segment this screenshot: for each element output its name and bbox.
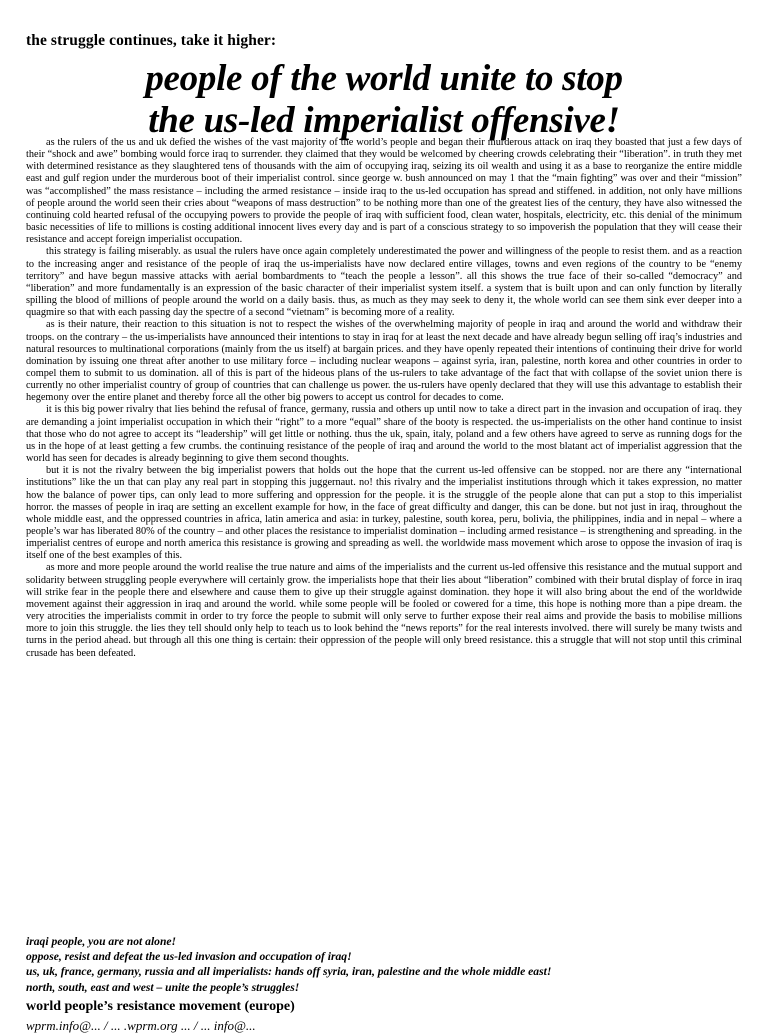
slogan-1: iraqi people, you are not alone! (26, 935, 177, 948)
paragraph-1: as the rulers of the us and uk defied the wishes of the vast majority of the world’s people and began their murderous attack on iraq they boasted that just a few days of their “shock and awe” bombing would force iraq to surrender. they claimed that they would be welcomed by cheering crowds celebrating their “liberation”. in truth they met with determined resistance as they slaughtered tens of thousands with the aim of occupying iraq, seizing its oil wealth and using it as a base to reorganize the entire middle east and gulf region under the murderous boot of their imperialist control. since george w. bush announced on may 1 that the “main fighting” was over and their “mission” was “accomplished” the mass resistance – including the armed resistance – inside iraq to the us-led occupation has spread and stiffened. in addition, not only have millions of people around the world seen their cries about “weapons of mass destruction” to be nothing more than one of the greatest lies of the century, they have also witnessed the continuing cold hearted refusal of the occupying powers to provide the people of iraq with sufficient food, clean water, hospitals, electricity, etc. this denial of the minimum basic necessities of life to millions is costing additional innocent lives every day and is part of a conscious strategy to so impoverish the population that they will cease their resistance and accept foreign imperialist occupation. (26, 137, 742, 246)
contact-line-cut-off: wprm.info@... / ... .wprm.org ... / ... info@... (26, 1018, 256, 1033)
signature: world people’s resistance movement (europe) (26, 999, 295, 1014)
article-body (26, 137, 742, 660)
slogan-4: north, south, east and west – unite the people’s struggles! (26, 980, 300, 994)
headline (0, 58, 768, 142)
paragraph-6: as more and more people around the world realise the true nature and aims of the imperialists and the current us-led offensive this resistance and the mutual support and solidarity between struggling people everywhere will certainly grow. the imperialists hope that their lies about “liberation” combined with their brutal display of force in iraq will strike fear in the people there and elsewhere and cause them to give up their struggle against domination. they hope it will also bring about the end of the worldwide movement against their aggression in iraq and around the world. while some people will be fooled or cowered for a time, this hope is nothing more than a pipe dream. the very atrocities the imperialists commit in order to try force the people to submit will only serve to further expose their real aims and provide the basis to mobilise millions more to join this struggle. the lies they tell should only help to teach us to look behind the “news reports” for the real interests involved. there will surely be many twists and turns in the period ahead. but through all this one thing is certain: their oppression of the people will only breed resistance. this a struggle that will not stop until this criminal crusade has been defeated. (26, 562, 742, 659)
slogans-block (26, 934, 746, 995)
headline-line-1: people of the world unite to stop (145, 58, 623, 99)
kicker-line: the struggle continues, take it higher: (26, 32, 277, 49)
paragraph-2: this strategy is failing miserably. as usual the rulers have once again completely underestimated the power and willingness of the people to resist them. and as a reaction to the increasing anger and resistance of the people of iraq the us-imperialists have now declared entire villages, towns and even regions of the country to be “enemy territory” and have begun massive attacks with aerial bombardments to “teach the people a lesson”. all this shows the true face of their so-called “democracy” and “liberation” and more fundamentally is an expression of the basic character of their imperialist system itself. a system that is built upon and can only function by literally spilling the blood of millions of people around the world on a daily basis. thus, as much as they may seek to deny it, the whole world can see them sink ever deeper into a quagmire so that with each passing day the spectre of a second “vietnam” is becoming more of a reality. (26, 246, 742, 319)
paragraph-3: as is their nature, their reaction to this situation is not to respect the wishes of the overwhelming majority of people in iraq and around the world and withdraw their troops. on the contrary – the us-imperialists have announced their intentions to stay in iraq for at least the next decade and have already begun selling off iraq’s industries and natural resources to multinational corporations (mainly from the us itself) at bargain prices. and they have openly repeated their intentions of continuing their drive for world domination by issuing one threat after another to use military force – including nuclear weapons – against syria, iran, palestine, north korea and other countries in order to compel them to submit to us domination. all of this is part of the hideous plans of the us-rulers to take advantage of the fact that with collapse of the soviet union there is currently no other imperialist country of group of countries that can challenge us power. the us-rulers have openly declared that they will use this advantage to establish their hegemony over the entire planet and thereby force all the other big powers to accept us control for decades to come. (26, 319, 742, 404)
slogan-3: us, uk, france, germany, russia and all imperialists: hands off syria, iran, palestine and the whole middle east! (26, 965, 552, 979)
paragraph-5: but it is not the rivalry between the big imperialist powers that holds out the hope that the current us-led offensive can be stopped. nor are there any “international institutions” like the un that can play any real part in stopping this juggernaut. no! this rivalry and the imperialist institutions through which it takes expression, no matter how the balance of power tips, can only lead to more suffering and oppression for the people. it is the struggle of the people alone that can put a stop to this imperialist horror. the masses of people in iraq are setting an excellent example for how, in the face of great difficulty and danger, this can be done. but not just in iraq, throughout the whole middle east, and the oppressed countries in africa, latin america and asia: in turkey, palestine, south korea, peru, bolivia, the philippines, india and in nepal – where a people’s war has liberated 80% of the country – and other places the resistance to imperialist domination – including armed resistance – is strengthening and spreading. in the imperialist centres of europe and north america this resistance is growing and spreading as well. the worldwide mass movement which arose to oppose the invasion of iraq is itself one of the best examples of this. (26, 465, 743, 562)
slogan-2: oppose, resist and defeat the us-led invasion and occupation of iraq! (26, 950, 352, 964)
headline-line-2: the us-led imperialist offensive! (148, 100, 620, 141)
paragraph-4: it is this big power rivalry that lies behind the refusal of france, germany, russia and others up until now to take a direct part in the invasion and occupation of iraq. they are demanding a joint imperialist occupation in which their “right” to a more “equal” share of the booty is respected. the us-imperialists on the other hand continue to insist that those who do not agree to accept its “leadership” will get little or nothing. thus the uk, spain, italy, poland and a few others have agreed to serve as running dogs for the us in the hope of at least getting a few crumbs. the continuing resistance of the people of iraq and around the world to the most blatant act of imperialist aggression that the world has seen for decades is already beginning to give them second thoughts. (26, 404, 742, 465)
